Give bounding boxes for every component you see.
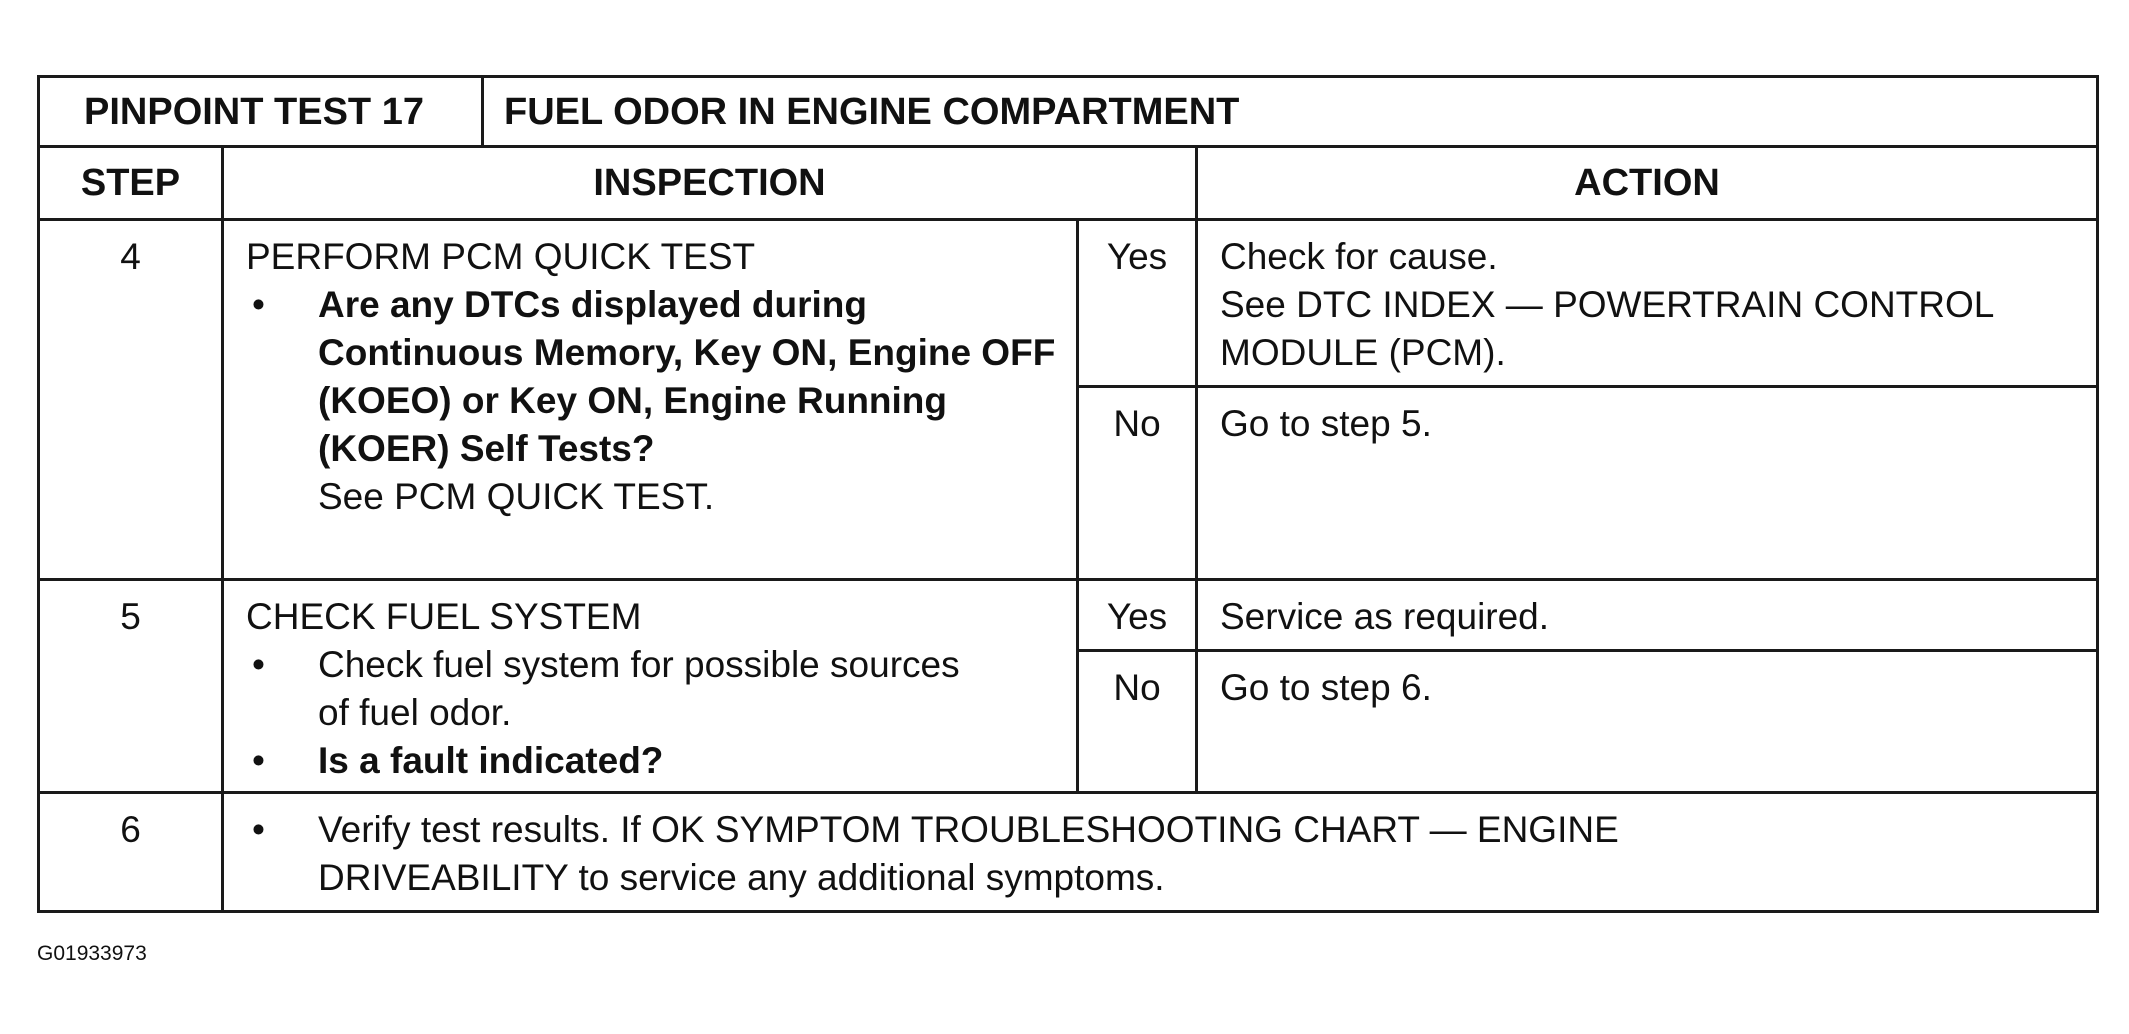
yes-no-column [1079,581,1198,791]
step-row-5 [40,581,2096,794]
test-name-cell: FUEL ODOR IN ENGINE COMPARTMENT [504,90,1240,133]
step-number: 5 [40,581,224,791]
step-number: 4 [40,221,224,578]
bullet-item [246,281,1056,473]
no-label: No [1113,403,1161,444]
inspection-question: Are any DTCs displayed during Continuous Memory, Key ON, Engine OFF (KOEO) or Key ON, Engine Running (KOER) Self Tests? [318,284,1056,469]
inspection-cell [224,794,2096,910]
no-action: Go to step 6. [1220,667,1432,708]
inspection-cell [224,581,1079,791]
yes-action-reference: See DTC INDEX — POWERTRAIN CONTROL MODULE (PCM). [1220,284,1993,373]
bullet-icon: • [252,740,265,781]
action-column [1198,581,2096,791]
column-header-row [40,148,2096,221]
no-label: No [1113,667,1161,708]
inspection-title: CHECK FUEL SYSTEM [246,596,642,637]
test-number-cell: PINPOINT TEST 17 [40,78,484,145]
bullet-icon: • [252,809,265,850]
bullet-item [246,641,1056,689]
inspection-title: PERFORM PCM QUICK TEST [246,236,756,277]
header-inspection: INSPECTION [224,148,1198,218]
bullet-continuation: of fuel odor. [318,692,512,733]
bullet-text: Check fuel system for possible sources [318,644,960,685]
no-action: Go to step 5. [1220,403,1432,444]
bullet-text: Verify test results. If OK SYMPTOM TROUBLESHOOTING CHART — ENGINE [318,809,1619,850]
title-row [40,78,2096,148]
bullet-icon: • [252,644,265,685]
bullet-item [246,806,2076,854]
yes-label: Yes [1079,221,1195,388]
step-row-4 [40,221,2096,581]
action-column [1198,221,2096,578]
bullet-item [246,737,1056,785]
yes-action: Service as required. [1198,581,2096,652]
inspection-cell [224,221,1079,578]
step-row-6 [40,794,2096,910]
yes-action [1198,221,2096,388]
figure-id: G01933973 [37,942,147,965]
yes-no-column [1079,221,1198,578]
bullet-icon: • [252,284,265,325]
inspection-note: See PCM QUICK TEST. [318,476,715,517]
bullet-continuation: DRIVEABILITY to service any additional symptoms. [318,857,1165,898]
yes-action-line: Check for cause. [1220,236,1498,277]
inspection-question: Is a fault indicated? [318,740,664,781]
step-number: 6 [40,794,224,910]
yes-label: Yes [1079,581,1195,652]
header-step: STEP [40,148,224,218]
header-action: ACTION [1574,162,1720,204]
pinpoint-test-table [37,75,2099,913]
